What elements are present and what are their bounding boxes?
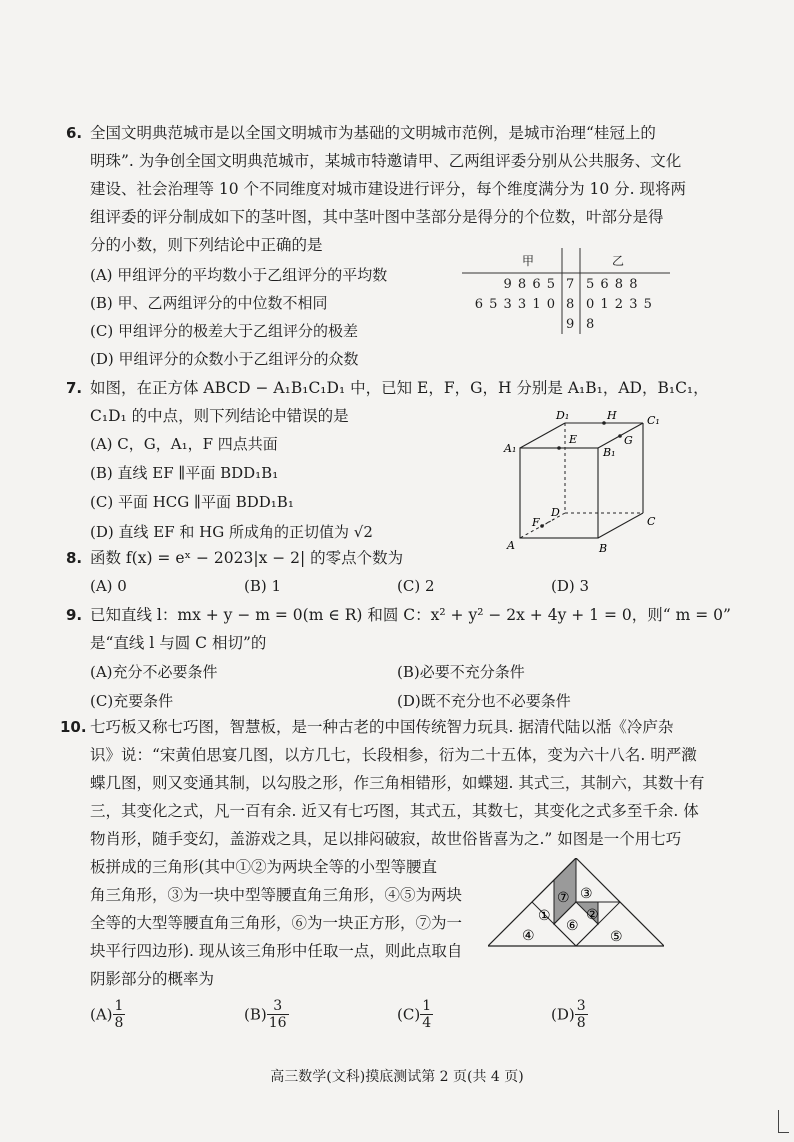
q6-line: 组评委的评分制成如下的茎叶图，其中茎叶图中茎部分是得分的个位数，叶部分是得 <box>90 208 664 226</box>
q9-option-c: (C)充要条件 <box>90 692 174 710</box>
cube-label-h: H <box>607 409 617 422</box>
cube-label-b1: B₁ <box>603 446 616 459</box>
cube-label-g: G <box>624 434 633 447</box>
q6-line: 明珠”. 为争创全国文明典范城市，某城市特邀请甲、乙两组评委分别从公共服务、文化 <box>90 152 682 170</box>
cube-label-c: C <box>647 515 656 528</box>
fraction-numerator: 3 <box>576 998 586 1014</box>
q6-line: 全国文明典范城市是以全国文明城市为基础的文明城市范例，是城市治理“桂冠上的 <box>90 124 656 142</box>
q10-option-a: (A) $\frac{1}{8}$ <box>90 998 124 1031</box>
stem-leaf-header-jia: 甲 <box>522 254 535 268</box>
q6-option-d: (D) 甲组评分的众数小于乙组评分的众数 <box>90 350 359 368</box>
tangram-label-2: ② <box>586 907 599 923</box>
q10-line: 板拼成的三角形(其中①②为两块全等的小型等腰直 <box>90 858 438 876</box>
cube-figure <box>500 405 675 560</box>
tangram-label-4: ④ <box>522 928 535 944</box>
stem-leaf-header-yi: 乙 <box>612 254 625 268</box>
q7-number: 7. <box>66 379 83 397</box>
q10-line: 识》说：“宋黄伯思宴几图，以方几七，长段相参，衍为二十五体，变为六十八名. 明严瀓 <box>90 746 697 764</box>
q7-line: 如图，在正方体 ABCD − A₁B₁C₁D₁ 中，已知 E，F，G，H 分别是 A₁B₁，AD，B₁C₁， <box>90 379 709 397</box>
fraction-numerator: 1 <box>114 998 124 1014</box>
fraction-numerator: 3 <box>267 998 289 1015</box>
stem-leaf-right-leaves: 5 6 8 8 <box>586 277 639 292</box>
q10-line: 全等的大型等腰直角三角形，⑥为一块正方形，⑦为一 <box>90 914 463 932</box>
q6-option-c: (C) 甲组评分的极差大于乙组评分的极差 <box>90 322 358 340</box>
q10-line: 物肖形，随手变幻，盖游戏之具，足以排闷破寂，故世俗皆喜为之.” 如图是一个用七巧 <box>90 830 682 848</box>
q10-line: 角三角形，③为一块中型等腰直角三角形，④⑤为两块 <box>90 886 463 904</box>
q8-stem: 函数 f(x) = eˣ − 2023|x − 2| 的零点个数为 <box>90 549 404 567</box>
q9-number: 9. <box>66 606 83 624</box>
q10-line: 七巧板又称七巧图，智慧板，是一种古老的中国传统智力玩具. 据清代陆以湉《冷庐杂 <box>90 718 674 736</box>
q10-line: 三，其变化之式，凡一百有余. 近又有七巧图，其式五，其数七，其变化之式多至千余. 体 <box>90 802 699 820</box>
cube-label-f: F <box>532 516 540 529</box>
tangram-label-3: ③ <box>580 886 593 902</box>
cube-label-b: B <box>599 542 608 555</box>
q6-line: 分的小数，则下列结论中正确的是 <box>90 236 323 254</box>
q8-option-c: (C) 2 <box>397 577 435 595</box>
tangram-figure <box>488 858 664 950</box>
stem-leaf-left-leaves: 9 8 6 5 <box>503 277 556 292</box>
tangram-label-6: ⑥ <box>566 918 579 934</box>
q9-line: 已知直线 l：mx + y − m = 0(m ∈ R) 和圆 C：x² + y² − 2x + 4y + 1 = 0，则“ m = 0” <box>90 606 731 624</box>
q7-option-c: (C) 平面 HCG ∥平面 BDD₁B₁ <box>90 493 294 511</box>
q6-line: 建设、社会治理等 10 个不同维度对城市建设进行评分，每个维度满分为 10 分. 现将两 <box>90 180 687 198</box>
q10-line: 蝶几图，则又变通其制，以勾股之形，作三角相错形，如蝶翅. 其式三，其制六，其数十有 <box>90 774 705 792</box>
cube-label-e: E <box>569 433 578 446</box>
q8-option-a: (A) 0 <box>90 577 127 595</box>
q8-option-b: (B) 1 <box>244 577 282 595</box>
stem-leaf-stem: 9 <box>566 317 575 332</box>
q7-option-a: (A) C，G，A₁，F 四点共面 <box>90 435 278 453</box>
tangram-label-1: ① <box>538 908 551 924</box>
q10-line: 阴影部分的概率为 <box>90 970 215 988</box>
cube-label-a: A <box>507 539 515 552</box>
tangram-label-5: ⑤ <box>610 929 623 945</box>
q10-option-c: (C) $\frac{1}{4}$ <box>397 998 432 1031</box>
q8-option-d: (D) 3 <box>551 577 590 595</box>
q10-number: 10. <box>60 718 87 736</box>
fraction-numerator: 1 <box>422 998 432 1014</box>
tangram-label-7: ⑦ <box>557 890 570 906</box>
q6-option-b: (B) 甲、乙两组评分的中位数不相同 <box>90 294 328 312</box>
cube-label-d1: D₁ <box>556 409 570 422</box>
q9-option-b: (B)必要不充分条件 <box>397 663 525 681</box>
cube-label-d: D <box>551 506 560 519</box>
cube-label-c1: C₁ <box>647 414 660 427</box>
q6-option-a: (A) 甲组评分的平均数小于乙组评分的平均数 <box>90 266 388 284</box>
stem-leaf-stem: 8 <box>566 297 575 312</box>
cube-label-a1: A₁ <box>504 442 517 455</box>
q9-line: 是“直线 l 与圆 C 相切”的 <box>90 634 267 652</box>
stem-leaf-plot <box>462 248 672 338</box>
page-footer: 高三数学(文科)摸底测试第 2 页(共 4 页) <box>270 1069 524 1085</box>
q6-number: 6. <box>66 124 83 142</box>
fraction-denominator: 8 <box>576 1015 586 1031</box>
stem-leaf-right-leaves: 0 1 2 3 5 <box>586 297 653 312</box>
stem-leaf-stem: 7 <box>566 277 575 292</box>
q10-option-d: (D) $\frac{3}{8}$ <box>551 998 586 1031</box>
fraction-denominator: 16 <box>268 1015 287 1031</box>
stem-leaf-right-leaves: 8 <box>586 317 595 332</box>
fraction-denominator: 8 <box>114 1015 124 1031</box>
q8-number: 8. <box>66 549 83 567</box>
q7-line: C₁D₁ 的中点，则下列结论中错误的是 <box>90 407 349 425</box>
fraction-denominator: 4 <box>422 1015 432 1031</box>
q10-line: 块平行四边形). 现从该三角形中任取一点，则此点取自 <box>90 942 463 960</box>
q9-option-d: (D)既不充分也不必要条件 <box>397 692 571 710</box>
q7-option-d: (D) 直线 EF 和 HG 所成角的正切值为 √2 <box>90 523 373 541</box>
q10-option-b: (B) $\frac{3}{16}$ <box>244 998 287 1031</box>
q7-option-b: (B) 直线 EF ∥平面 BDD₁B₁ <box>90 464 279 482</box>
page-corner-mark <box>778 1110 789 1133</box>
stem-leaf-left-leaves: 6 5 3 3 1 0 <box>474 297 556 312</box>
q9-option-a: (A)充分不必要条件 <box>90 663 218 681</box>
